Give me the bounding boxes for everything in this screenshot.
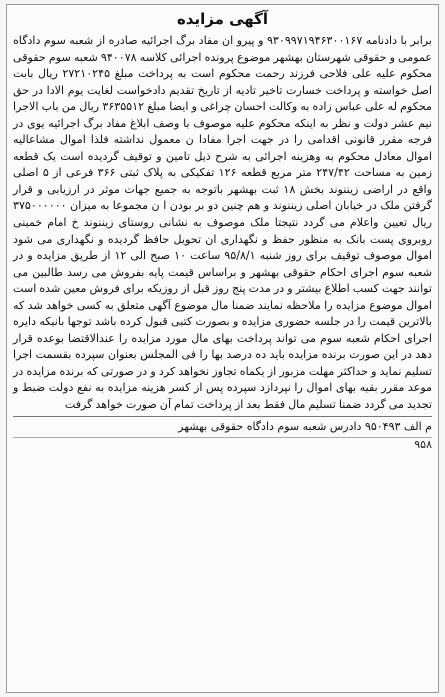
notice-signature: م الف ۹۵۰۴۹۳ دادرس شعبه سوم دادگاه حقوقی بهشهر <box>178 419 432 433</box>
auction-notice <box>6 4 439 693</box>
notice-body: برابر با دادنامه ۹۳۰۹۹۷۱۹۴۶۳۰۰۱۶۷ و پیرو ان مفاد برگ اجرائیه صادره از شعبه سوم دادگاه عمومی و حقوقی شهرستان بهشهر موضوع پرونده اجرائی کلاسه ۹۴۰۰۷۸ شعبه سوم حقوقی محکوم علیه علی فلاحی فرزند رحمت محکوم است به پرداخت مبلغ ۲۷۲۱۰۲۴۵ ریال بابت اصل خواسته و پرداخت خسارت تاخیر تادیه از تاریخ تقدیم دادخواست لغایت یوم الادا در حق محکوم له علی عباس زاده به وکالت احسان چراغی و ایضا مبلغ ۳۶۳۵۵۱۲ ریال من باب الاجرا نیم عشر دولت و نظر به اینکه محکوم علیه موصوف با وصف ابلاغ مفاد برگ اجرائیه یوی در فرجه مقرر قانونی اقدامی را در جهت اجرا مفادا ن معمول نداشته فلذا اموال مشاعالیه اموال معادل محکوم به وهزینه اجرائی به شرح ذیل تامین و توقیف گردیده است یک قطعه زمین به مساحت ۲۴۷/۴۲ متر مربع قطعه ۱۲۶ تفکیکی به پلاک ثبتی ۳۶۶ فرعی از ۵ اصلی واقع در اراضی زیننوند بخش ۱۸ ثبت بهشهر باتوجه به جمیع جهات موثر در ارزیابی و قرار گرفتن ملک در خیابان اصلی زیننوند و هم چنین دو بر بودن ا ن مجموعا به میزان ۳۷۵۰۰۰۰۰۰ ریال تعیین واعلام می گردد نتیجتا ملک موصوف به نشانی روستای زیننوند خ امام خمینی روبروی پست بانک به منظور حفظ و نگهداری ان تحویل حافظ گردیده و نگهداری می شود اموال موصوف توقیف برای روز شنبه ۹۵/۸/۱ ساعت ۱۰ صبح الی ۱۲ از طریق مزایده و در شعبه سوم اجرای احکام حقوقی بهشهر و براساس قیمت پایه بفروش می رسد طالبین می توانند جهت کسب اطلاع بیشتر و در مدت پنج روز قبل از روزیکه برای فروش معین شده است اموال موضوع مزایده را ملاحظه نمایند ضمنا مال موضوع آگهی متعلق به کسی خواهد شد که بالاترین قیمت را در جلسه حضوری مزایده و بصورت کتبی قبول کرده باشد توجها بانیکه دایره اجرای احکام شعبه سوم می تواند پرداخت بهای مال مورد مزایده را عندالاقتضا بوعده قرار دهد در این صورت برنده مزایده باید ده درصد بها را فی المجلس بعنوان سپرده بقسمت اجرا تسلیم نماید و حداکثر مهلت مزبور از یکماه تجاوز نخواهد کرد و در صورتی که برنده مزایده در موعد مقرر بقیه بهای اموال را نپردازد سپرده پس از کسر هزینه مزایده به نفع دولت ضبط و تجدید می گردد ضمنا تسلیم مال فقط بعد از پرداخت تمام آن صورت خواهد گرفت <box>13 34 433 412</box>
notice-footer <box>13 416 432 435</box>
notice-title: آگهی مزایده <box>176 10 269 28</box>
clip-number: ۹۵۸ <box>13 437 432 452</box>
